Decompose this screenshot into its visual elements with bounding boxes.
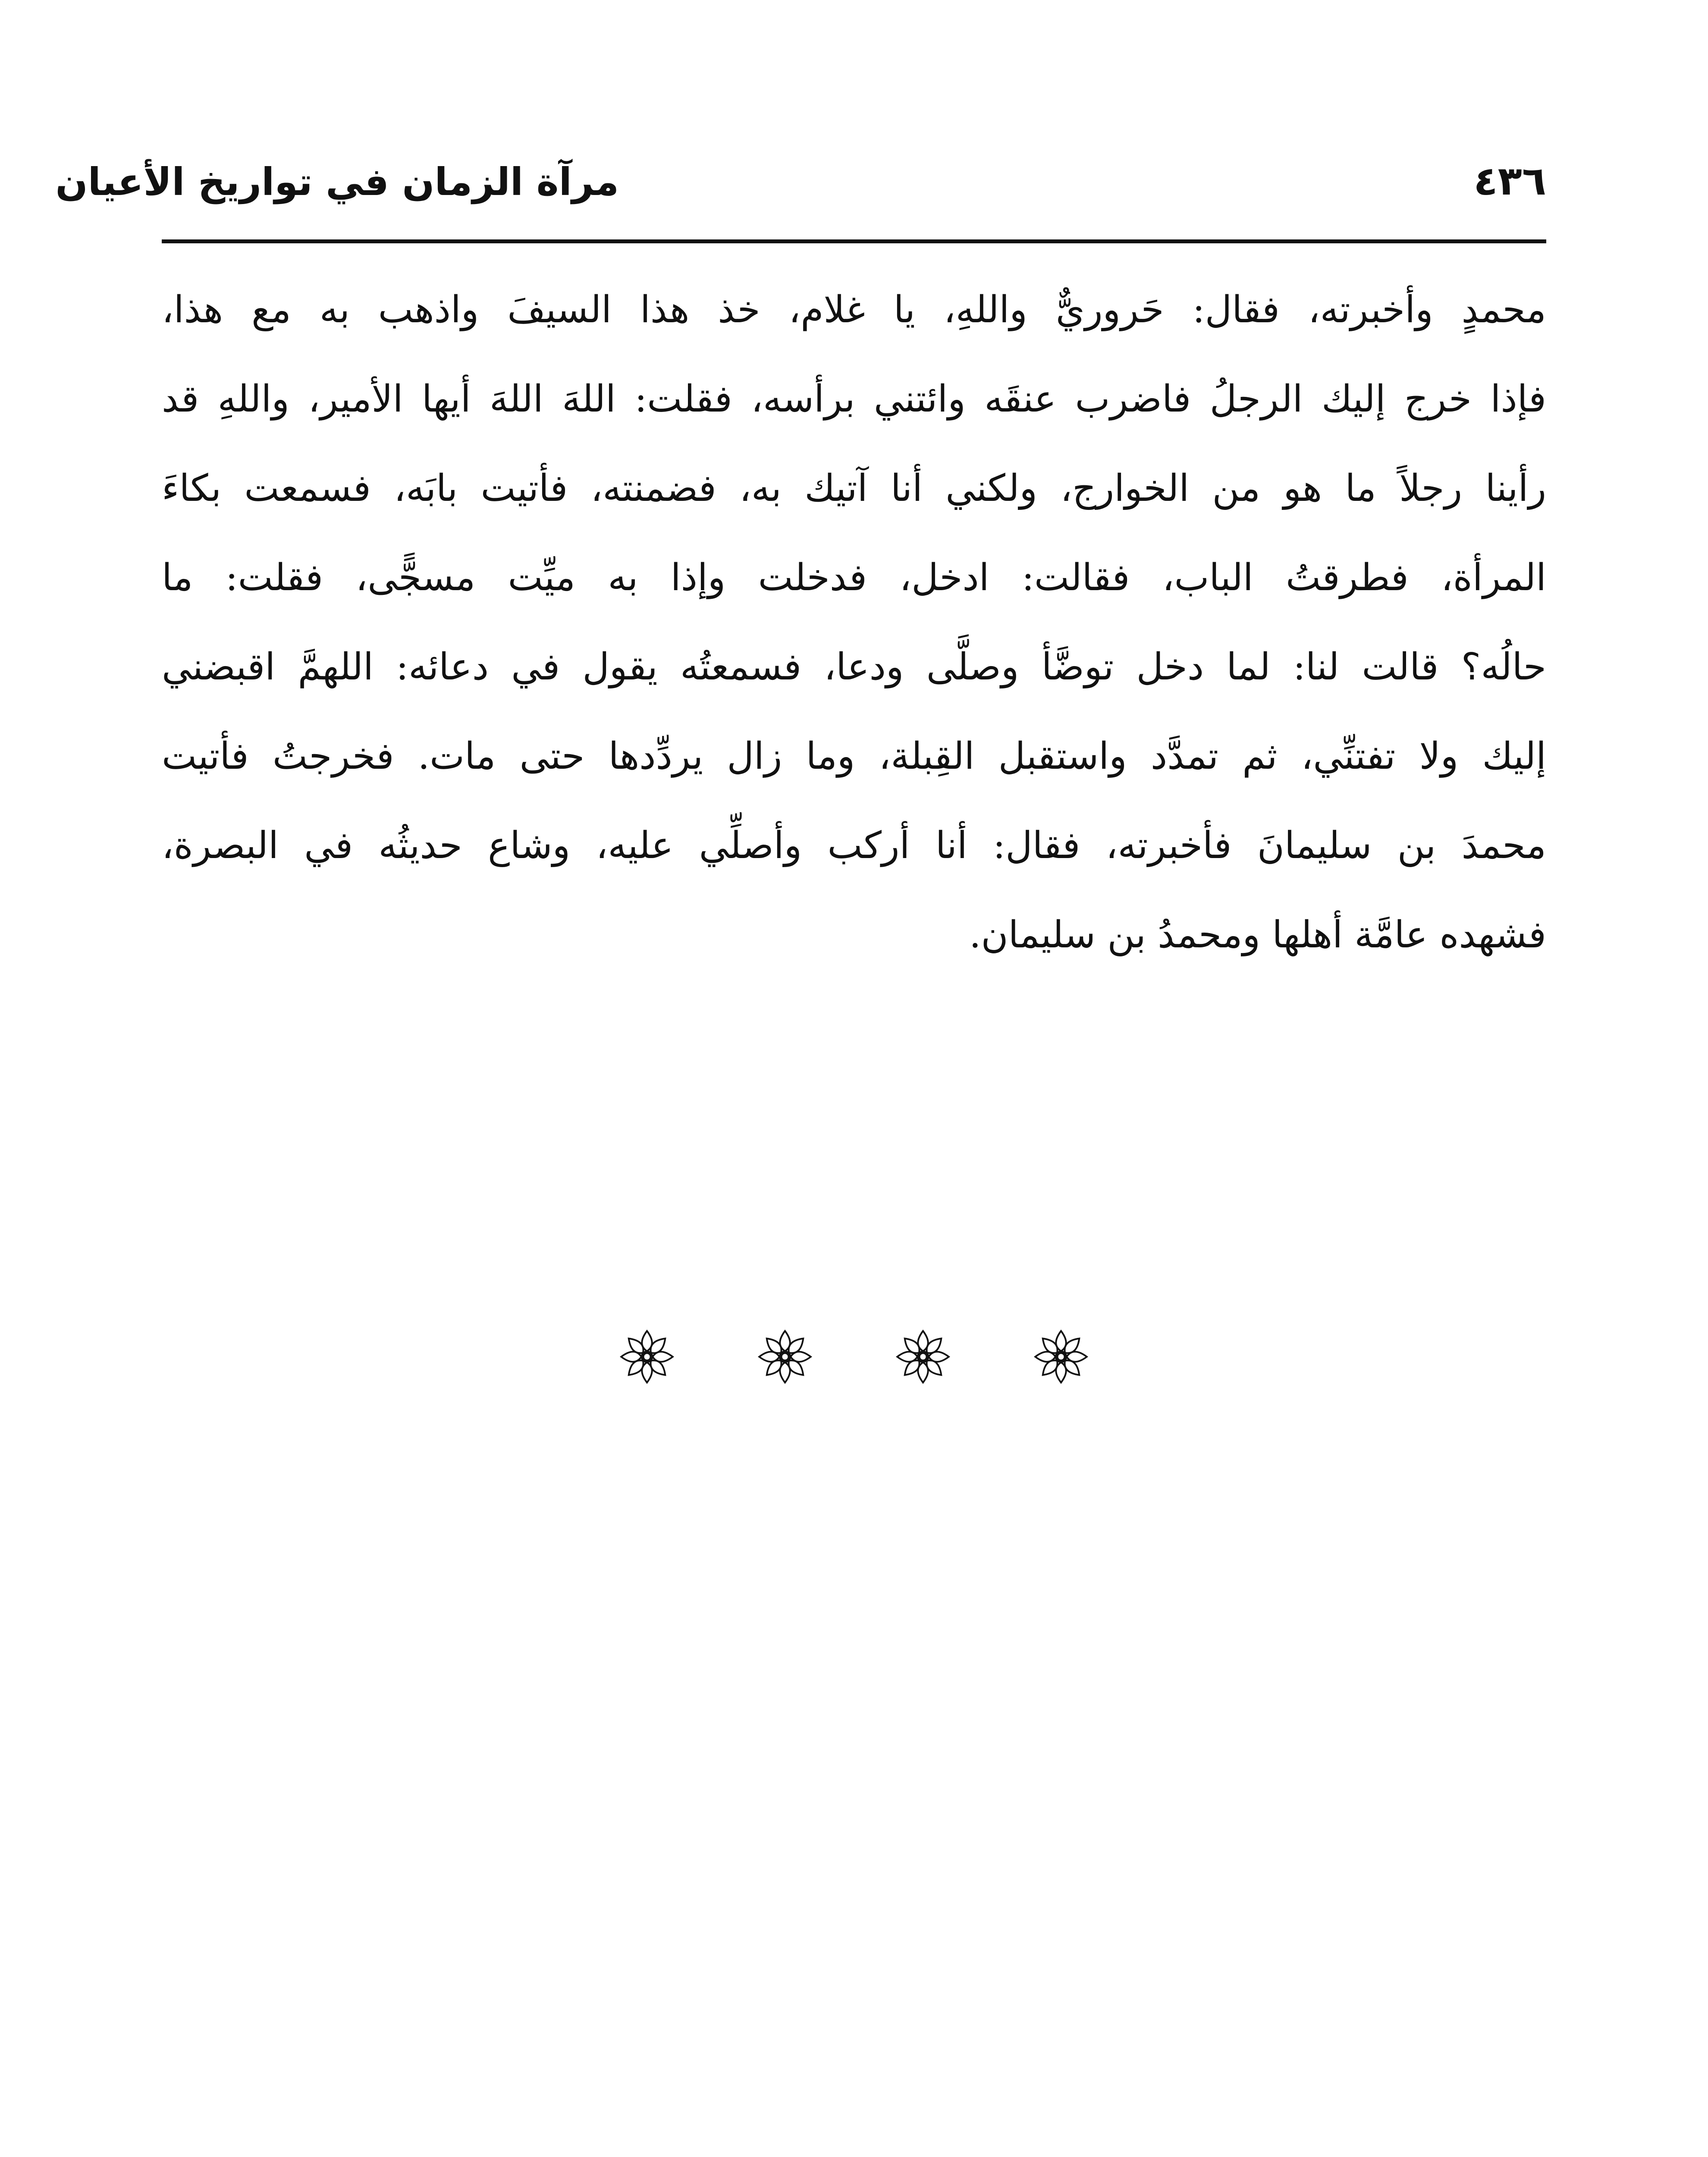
- text-line: فإذا خرج إليك الرجلُ فاضرب عنقَه وائتني برأسه، فقلت: اللهَ اللهَ أيها الأمير، واللهِ قد: [162, 377, 1546, 421]
- page-number: ٤٣٦: [1473, 158, 1546, 204]
- body-text: [162, 265, 1546, 980]
- header-rule: [162, 239, 1546, 243]
- floral-star-ornament-icon: [619, 1329, 675, 1385]
- text-line: إليك ولا تفتنِّي، ثم تمدَّد واستقبل القِبلة، وما زال يردِّدها حتى مات. فخرجتُ فأتيت: [162, 735, 1546, 778]
- section-ornaments: [0, 1329, 1708, 1398]
- running-title: مرآة الزمان في تواريخ الأعيان: [55, 160, 619, 204]
- text-line: محمدٍ وأخبرته، فقال: حَروريٌّ واللهِ، يا غلام، خذ هذا السيفَ واذهب به مع هذا،: [162, 288, 1546, 331]
- floral-star-ornament-icon: [757, 1329, 813, 1385]
- running-header: [55, 142, 1546, 216]
- text-line: محمدَ بن سليمانَ فأخبرته، فقال: أنا أركب وأصلِّي عليه، وشاع حديثُه في البصرة،: [162, 824, 1546, 867]
- text-line: المرأة، فطرقتُ الباب، فقالت: ادخل، فدخلت وإذا به ميِّت مسجًّى، فقلت: ما: [162, 556, 1546, 599]
- text-line: حالُه؟ قالت لنا: لما دخل توضَّأ وصلَّى ودعا، فسمعتُه يقول في دعائه: اللهمَّ اقبضني: [162, 645, 1546, 689]
- text-line: فشهده عامَّة أهلها ومحمدُ بن سليمان.: [969, 913, 1546, 956]
- floral-star-ornament-icon: [895, 1329, 951, 1385]
- floral-star-ornament-icon: [1033, 1329, 1089, 1385]
- text-line: رأينا رجلاً ما هو من الخوارج، ولكني أنا آتيك به، فضمنته، فأتيت بابَه، فسمعت بكاءَ: [162, 467, 1546, 510]
